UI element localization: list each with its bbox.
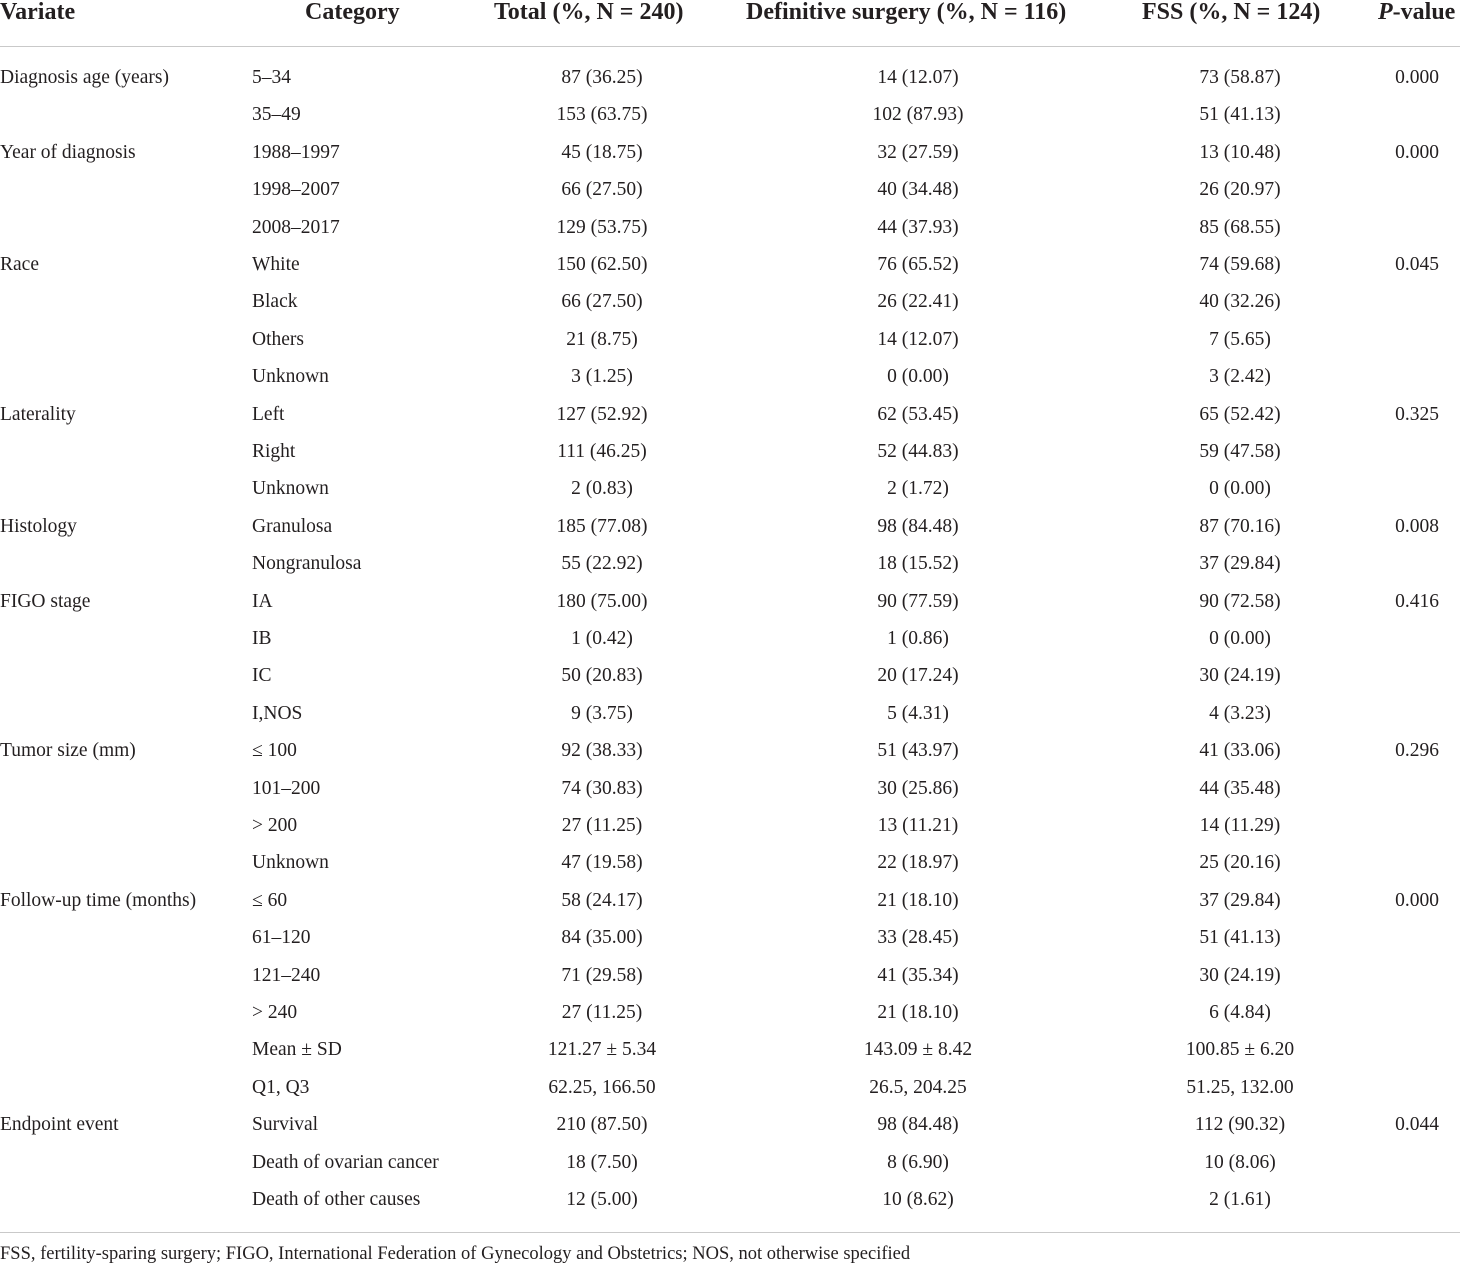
cell-fss: 51.25, 132.00 [1186, 1076, 1294, 1098]
table-row [0, 1106, 1460, 1143]
cell-fss: 13 (10.48) [1199, 141, 1281, 163]
cell-category: ≤ 100 [252, 740, 297, 762]
cell-definitive-surgery: 26 (22.41) [877, 291, 959, 313]
cell-definitive-surgery: 30 (25.86) [877, 777, 959, 799]
header-p-value [1378, 0, 1455, 28]
header-fss: FSS (%, N = 124) [1142, 0, 1321, 25]
cell-definitive-surgery: 33 (28.45) [877, 927, 959, 949]
cell-definitive-surgery: 41 (35.34) [877, 964, 959, 986]
cell-total: 153 (63.75) [556, 104, 648, 126]
cell-fss: 6 (4.84) [1209, 1002, 1271, 1023]
cell-fss: 51 (41.13) [1199, 104, 1281, 126]
cell-definitive-surgery: 51 (43.97) [877, 740, 959, 762]
cell-total: 1 (0.42) [571, 628, 633, 649]
cell-total: 12 (5.00) [566, 1189, 638, 1210]
cell-p-value: 0.000 [1395, 67, 1439, 88]
cell-definitive-surgery: 98 (84.48) [877, 515, 959, 537]
cell-total: 127 (52.92) [556, 403, 648, 425]
cell-fss: 14 (11.29) [1199, 815, 1281, 836]
cell-fss: 25 (20.16) [1199, 852, 1281, 874]
table-row [0, 470, 1460, 507]
table-row [0, 620, 1460, 657]
cell-definitive-surgery: 21 (18.10) [877, 1002, 959, 1023]
cell-category: White [252, 254, 300, 275]
cell-definitive-surgery: 1 (0.86) [887, 628, 949, 649]
cell-definitive-surgery: 26.5, 204.25 [869, 1076, 967, 1098]
cell-total: 84 (35.00) [561, 927, 643, 949]
cell-category: > 200 [252, 815, 298, 836]
cell-definitive-surgery: 0 (0.00) [887, 366, 949, 388]
cell-definitive-surgery: 44 (37.93) [877, 216, 959, 238]
cell-category: Right [252, 441, 296, 462]
cell-total: 66 (27.50) [561, 291, 643, 313]
cell-fss: 85 (68.55) [1199, 216, 1281, 238]
cell-total: 92 (38.33) [561, 740, 643, 762]
cell-variate: Tumor size (mm) [0, 740, 136, 762]
cell-total: 18 (7.50) [566, 1151, 638, 1173]
cell-fss: 73 (58.87) [1199, 67, 1281, 88]
cell-definitive-surgery: 62 (53.45) [877, 403, 959, 425]
table-row [0, 583, 1460, 620]
cell-category: > 240 [252, 1002, 298, 1023]
cell-category: Death of other causes [252, 1189, 421, 1210]
cell-total: 21 (8.75) [566, 328, 638, 350]
cell-category: Unknown [252, 478, 329, 500]
cell-total: 185 (77.08) [556, 515, 648, 537]
cell-total: 27 (11.25) [561, 815, 643, 836]
cell-fss: 87 (70.16) [1199, 515, 1281, 537]
cell-fss: 100.85 ± 6.20 [1185, 1039, 1295, 1061]
cell-definitive-surgery: 22 (18.97) [877, 852, 959, 874]
cell-total: 27 (11.25) [561, 1002, 643, 1023]
cell-fss: 4 (3.23) [1209, 702, 1271, 724]
cell-p-value: 0.008 [1395, 515, 1439, 537]
table-row [0, 732, 1460, 769]
cell-category: 101–200 [252, 777, 321, 799]
table-row [0, 209, 1460, 246]
table-bottom-rule [0, 1232, 1460, 1233]
table-footnote: FSS, fertility-sparing surgery; FIGO, International Federation of Gynecology and Obstetrics; NOS, not otherwise specified [0, 1244, 911, 1264]
cell-category: 1988–1997 [252, 141, 340, 163]
table-row [0, 283, 1460, 320]
cell-definitive-surgery: 21 (18.10) [877, 889, 959, 911]
cell-total: 47 (19.58) [561, 852, 643, 874]
cell-definitive-surgery: 52 (44.83) [877, 441, 959, 462]
cell-definitive-surgery: 32 (27.59) [877, 141, 959, 163]
cell-fss: 65 (52.42) [1199, 403, 1281, 425]
cell-category: 5–34 [252, 67, 291, 88]
cell-definitive-surgery: 13 (11.21) [877, 815, 959, 836]
cell-total: 45 (18.75) [561, 141, 643, 163]
table-row [0, 433, 1460, 470]
table-row [0, 957, 1460, 994]
cell-category: Left [252, 403, 285, 425]
cell-p-value: 0.000 [1395, 889, 1439, 911]
cell-category: 121–240 [252, 964, 321, 986]
cell-variate: FIGO stage [0, 590, 91, 612]
table-row [0, 994, 1460, 1031]
cell-category: 1998–2007 [252, 179, 340, 201]
cell-total: 3 (1.25) [571, 366, 633, 388]
cell-definitive-surgery: 14 (12.07) [877, 67, 959, 88]
cell-definitive-surgery: 98 (84.48) [877, 1114, 959, 1136]
cell-definitive-surgery: 5 (4.31) [887, 702, 949, 724]
cell-total: 111 (46.25) [557, 441, 647, 462]
table-row [0, 396, 1460, 433]
cell-total: 210 (87.50) [556, 1114, 648, 1136]
cell-fss: 51 (41.13) [1199, 927, 1281, 949]
table-row [0, 695, 1460, 732]
cell-p-value: 0.000 [1395, 141, 1439, 163]
cell-category: 2008–2017 [252, 216, 340, 238]
table-row [0, 1181, 1460, 1218]
cell-total: 71 (29.58) [561, 964, 643, 986]
cell-variate: Follow-up time (months) [0, 889, 197, 911]
cell-total: 2 (0.83) [571, 478, 633, 500]
cell-category: Mean ± SD [252, 1039, 342, 1061]
cell-fss: 26 (20.97) [1199, 179, 1281, 201]
cell-category: IB [252, 628, 272, 649]
cell-p-value: 0.045 [1395, 254, 1439, 275]
table-row [0, 96, 1460, 133]
cell-fss: 59 (47.58) [1199, 441, 1281, 462]
table-row [0, 807, 1460, 844]
cell-variate: Endpoint event [0, 1114, 119, 1136]
table-row [0, 321, 1460, 358]
table-row [0, 1069, 1460, 1106]
table-row [0, 882, 1460, 919]
cell-total: 66 (27.50) [561, 179, 643, 201]
cell-fss: 90 (72.58) [1199, 590, 1281, 612]
table-row [0, 1144, 1460, 1181]
cell-definitive-surgery: 2 (1.72) [887, 478, 949, 500]
header-category: Category [305, 0, 400, 25]
cell-total: 50 (20.83) [561, 665, 643, 687]
cell-fss: 30 (24.19) [1199, 964, 1281, 986]
table-row [0, 844, 1460, 881]
cell-definitive-surgery: 8 (6.90) [887, 1151, 949, 1173]
cell-p-value: 0.416 [1395, 590, 1439, 612]
cell-fss: 37 (29.84) [1199, 553, 1281, 575]
header-variate: Variate [0, 0, 76, 25]
cell-definitive-surgery: 20 (17.24) [877, 665, 959, 687]
cell-total: 180 (75.00) [556, 590, 648, 612]
table-row [0, 657, 1460, 694]
cell-fss: 74 (59.68) [1199, 254, 1281, 275]
header-p-suffix: -value [1392, 0, 1456, 25]
table-row [0, 508, 1460, 545]
cell-definitive-surgery: 10 (8.62) [882, 1189, 954, 1210]
cell-p-value: 0.044 [1395, 1114, 1439, 1136]
cell-category: Unknown [252, 852, 329, 874]
cell-category: Unknown [252, 366, 329, 388]
cell-category: Death of ovarian cancer [252, 1151, 439, 1173]
cell-total: 121.27 ± 5.34 [547, 1039, 657, 1061]
cell-total: 87 (36.25) [561, 67, 643, 88]
cell-category: IC [252, 665, 272, 687]
table-header [0, 0, 1460, 47]
cell-definitive-surgery: 14 (12.07) [877, 328, 959, 350]
cell-total: 129 (53.75) [556, 216, 648, 238]
cell-category: Nongranulosa [252, 553, 362, 575]
table-row [0, 134, 1460, 171]
cell-total: 150 (62.50) [556, 254, 648, 275]
table-row [0, 545, 1460, 582]
cell-category: Granulosa [252, 515, 333, 537]
cell-definitive-surgery: 90 (77.59) [877, 590, 959, 612]
table-row [0, 59, 1460, 96]
cell-definitive-surgery: 76 (65.52) [877, 254, 959, 275]
header-definitive-surgery: Definitive surgery (%, N = 116) [746, 0, 1067, 25]
cell-p-value: 0.296 [1395, 740, 1439, 762]
cell-fss: 10 (8.06) [1204, 1151, 1276, 1173]
cell-total: 55 (22.92) [561, 553, 643, 575]
cell-category: Others [252, 328, 304, 350]
table-row [0, 919, 1460, 956]
cell-fss: 44 (35.48) [1199, 777, 1281, 799]
cell-variate: Year of diagnosis [0, 141, 136, 163]
table-row [0, 1031, 1460, 1068]
header-total: Total (%, N = 240) [494, 0, 684, 25]
cell-total: 74 (30.83) [561, 777, 643, 799]
cell-fss: 40 (32.26) [1199, 291, 1281, 313]
cell-fss: 37 (29.84) [1199, 889, 1281, 911]
cell-fss: 41 (33.06) [1199, 740, 1281, 762]
table-row [0, 358, 1460, 395]
cell-fss: 3 (2.42) [1209, 366, 1271, 388]
cell-fss: 0 (0.00) [1209, 628, 1271, 649]
cell-fss: 112 (90.32) [1194, 1114, 1286, 1136]
cell-category: Black [252, 291, 298, 313]
cell-definitive-surgery: 40 (34.48) [877, 179, 959, 201]
cell-category: ≤ 60 [252, 889, 288, 911]
table-row [0, 770, 1460, 807]
cell-fss: 2 (1.61) [1209, 1189, 1271, 1210]
cell-variate: Laterality [0, 403, 76, 425]
cell-fss: 0 (0.00) [1209, 478, 1271, 500]
cell-variate: Diagnosis age (years) [0, 67, 169, 88]
cell-category: IA [252, 590, 273, 612]
header-p-italic: P [1378, 0, 1393, 25]
cell-category: Survival [252, 1114, 319, 1136]
cell-definitive-surgery: 18 (15.52) [877, 553, 959, 575]
table-row [0, 171, 1460, 208]
cell-fss: 30 (24.19) [1199, 665, 1281, 687]
cell-total: 62.25, 166.50 [548, 1076, 656, 1098]
cell-variate: Histology [0, 515, 77, 537]
cell-category: 61–120 [252, 927, 311, 949]
cell-p-value: 0.325 [1395, 403, 1439, 425]
cell-variate: Race [0, 254, 39, 275]
cell-total: 58 (24.17) [561, 889, 643, 911]
cell-fss: 7 (5.65) [1209, 328, 1271, 350]
cell-definitive-surgery: 143.09 ± 8.42 [863, 1039, 973, 1061]
cell-total: 9 (3.75) [571, 702, 633, 724]
cell-category: I,NOS [252, 702, 303, 724]
table-row [0, 246, 1460, 283]
cell-category: Q1, Q3 [252, 1076, 310, 1098]
cell-category: 35–49 [252, 104, 301, 126]
cell-definitive-surgery: 102 (87.93) [872, 104, 964, 126]
